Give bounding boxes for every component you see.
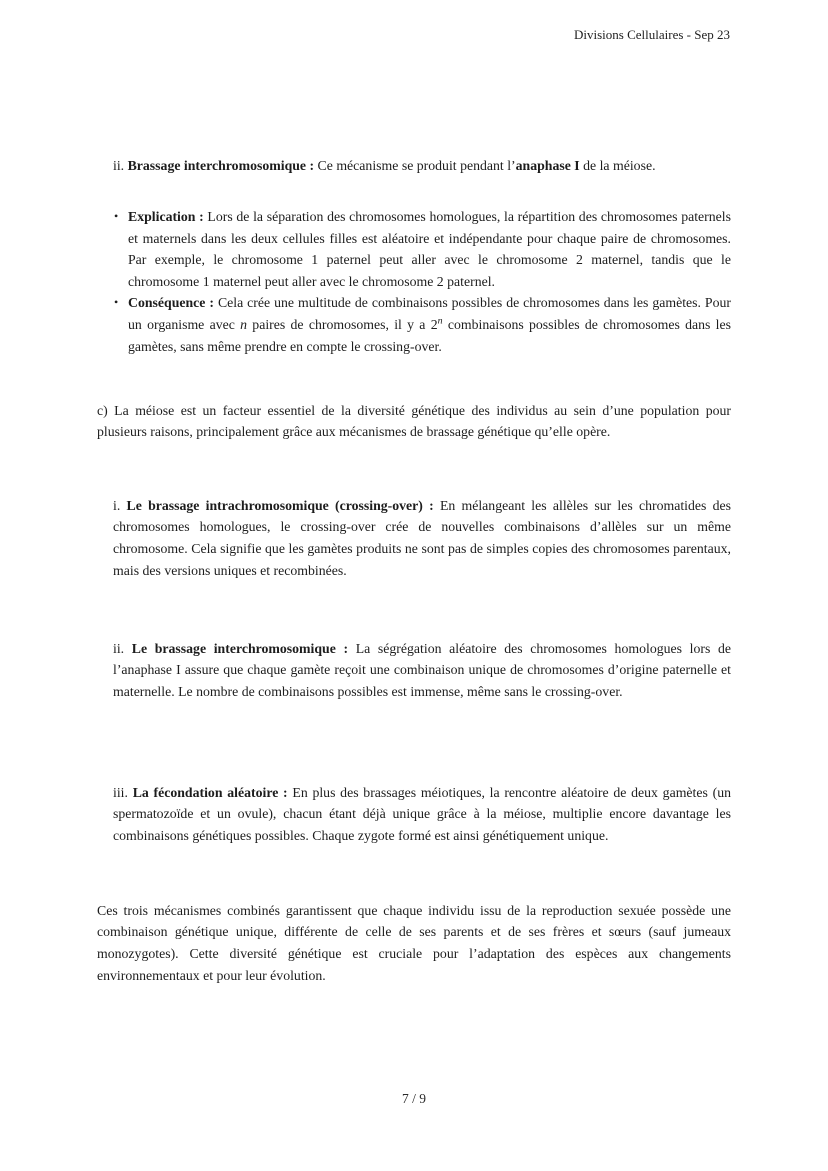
paragraph-conclusion: Ces trois mécanismes combinés garantissent que chaque individu issu de la reproduction sexuée possède une combinaison génétique unique, différente de celle de ses parents et de ses frères et sœurs (sauf jumeaux monozygotes). Cette diversité génétique est cruciale pour l’adaptation des espèces aux changements environnementaux et pour leur évolution. [97,902,731,983]
paragraph-ii-brassage-interchromosomique: ii. Le brassage interchromosomique : La ségrégation aléatoire des chromosomes homologues lors de l’anaphase I assure que chaque gamète reçoit une combinaison unique de chromosomes d’origine paternelle et maternelle. Le nombre de combinaisons possibles est immense, même sans le crossing-over. [113,640,731,699]
paragraph-iii-fecondation-aleatoire: iii. La fécondation aléatoire : En plus des brassages méiotiques, la rencontre aléatoire de deux gamètes (un spermatozoïde et un ovule), chacun étant déjà unique grâce à la méiose, multiplie encore davantage les combinaisons génétiques possibles. Chaque zygote formé est ainsi génétiquement unique. [113,784,731,843]
page-number: 7 / 9 [401,1091,426,1106]
bullet-icon: • [114,209,119,223]
list-item-consequence [113,292,731,357]
list-item-text: Conséquence : Cela crée une multitude de combinaisons possibles de chromosomes dans les gamètes. Pour un organisme avec n paires de chromosomes, il y a 2$^n$ combinaisons possibles de chromosomes dans les gamètes, sans même prendre en compte le crossing-over. [128,295,731,354]
page-header: Divisions Cellulaires - Sep 23 [574,27,730,42]
list-item-explication [113,206,731,292]
paragraph-i-brassage-intrachromosomique: i. Le brassage intrachromosomique (crossing-over) : En mélangeant les allèles sur les chromatides des chromosomes homologues, le crossing-over crée de nouvelles combinaisons d’allèles sur un même chromosome. Cela signifie que les gamètes produits ne sont pas de simples copies des chromosomes parentaux, mais des versions uniques et recombinées. [113,497,732,578]
paragraph-c-meiose-diversite: c) La méiose est un facteur essentiel de la diversité génétique des individus au sein d’une population pour plusieurs raisons, principalement grâce aux mécanismes de brassage génétique qu’elle opère. [97,402,731,440]
bullet-icon: • [114,295,119,310]
paragraph-brassage-interchromosomique-intro: ii. Brassage interchromosomique : Ce mécanisme se produit pendant l’anaphase I de la méiose. [113,157,656,173]
bullet-list [113,206,731,357]
list-item-text: Explication : Lors de la séparation des chromosomes homologues, la répartition des chromosomes paternels et maternels dans les deux cellules filles est aléatoire et indépendante pour chaque paire de chromosomes. Par exemple, le chromosome 1 paternel peut aller avec le chromosome 2 maternel, tandis que le chromosome 1 maternel peut aller avec le chromosome 2 paternel. [128,209,731,289]
